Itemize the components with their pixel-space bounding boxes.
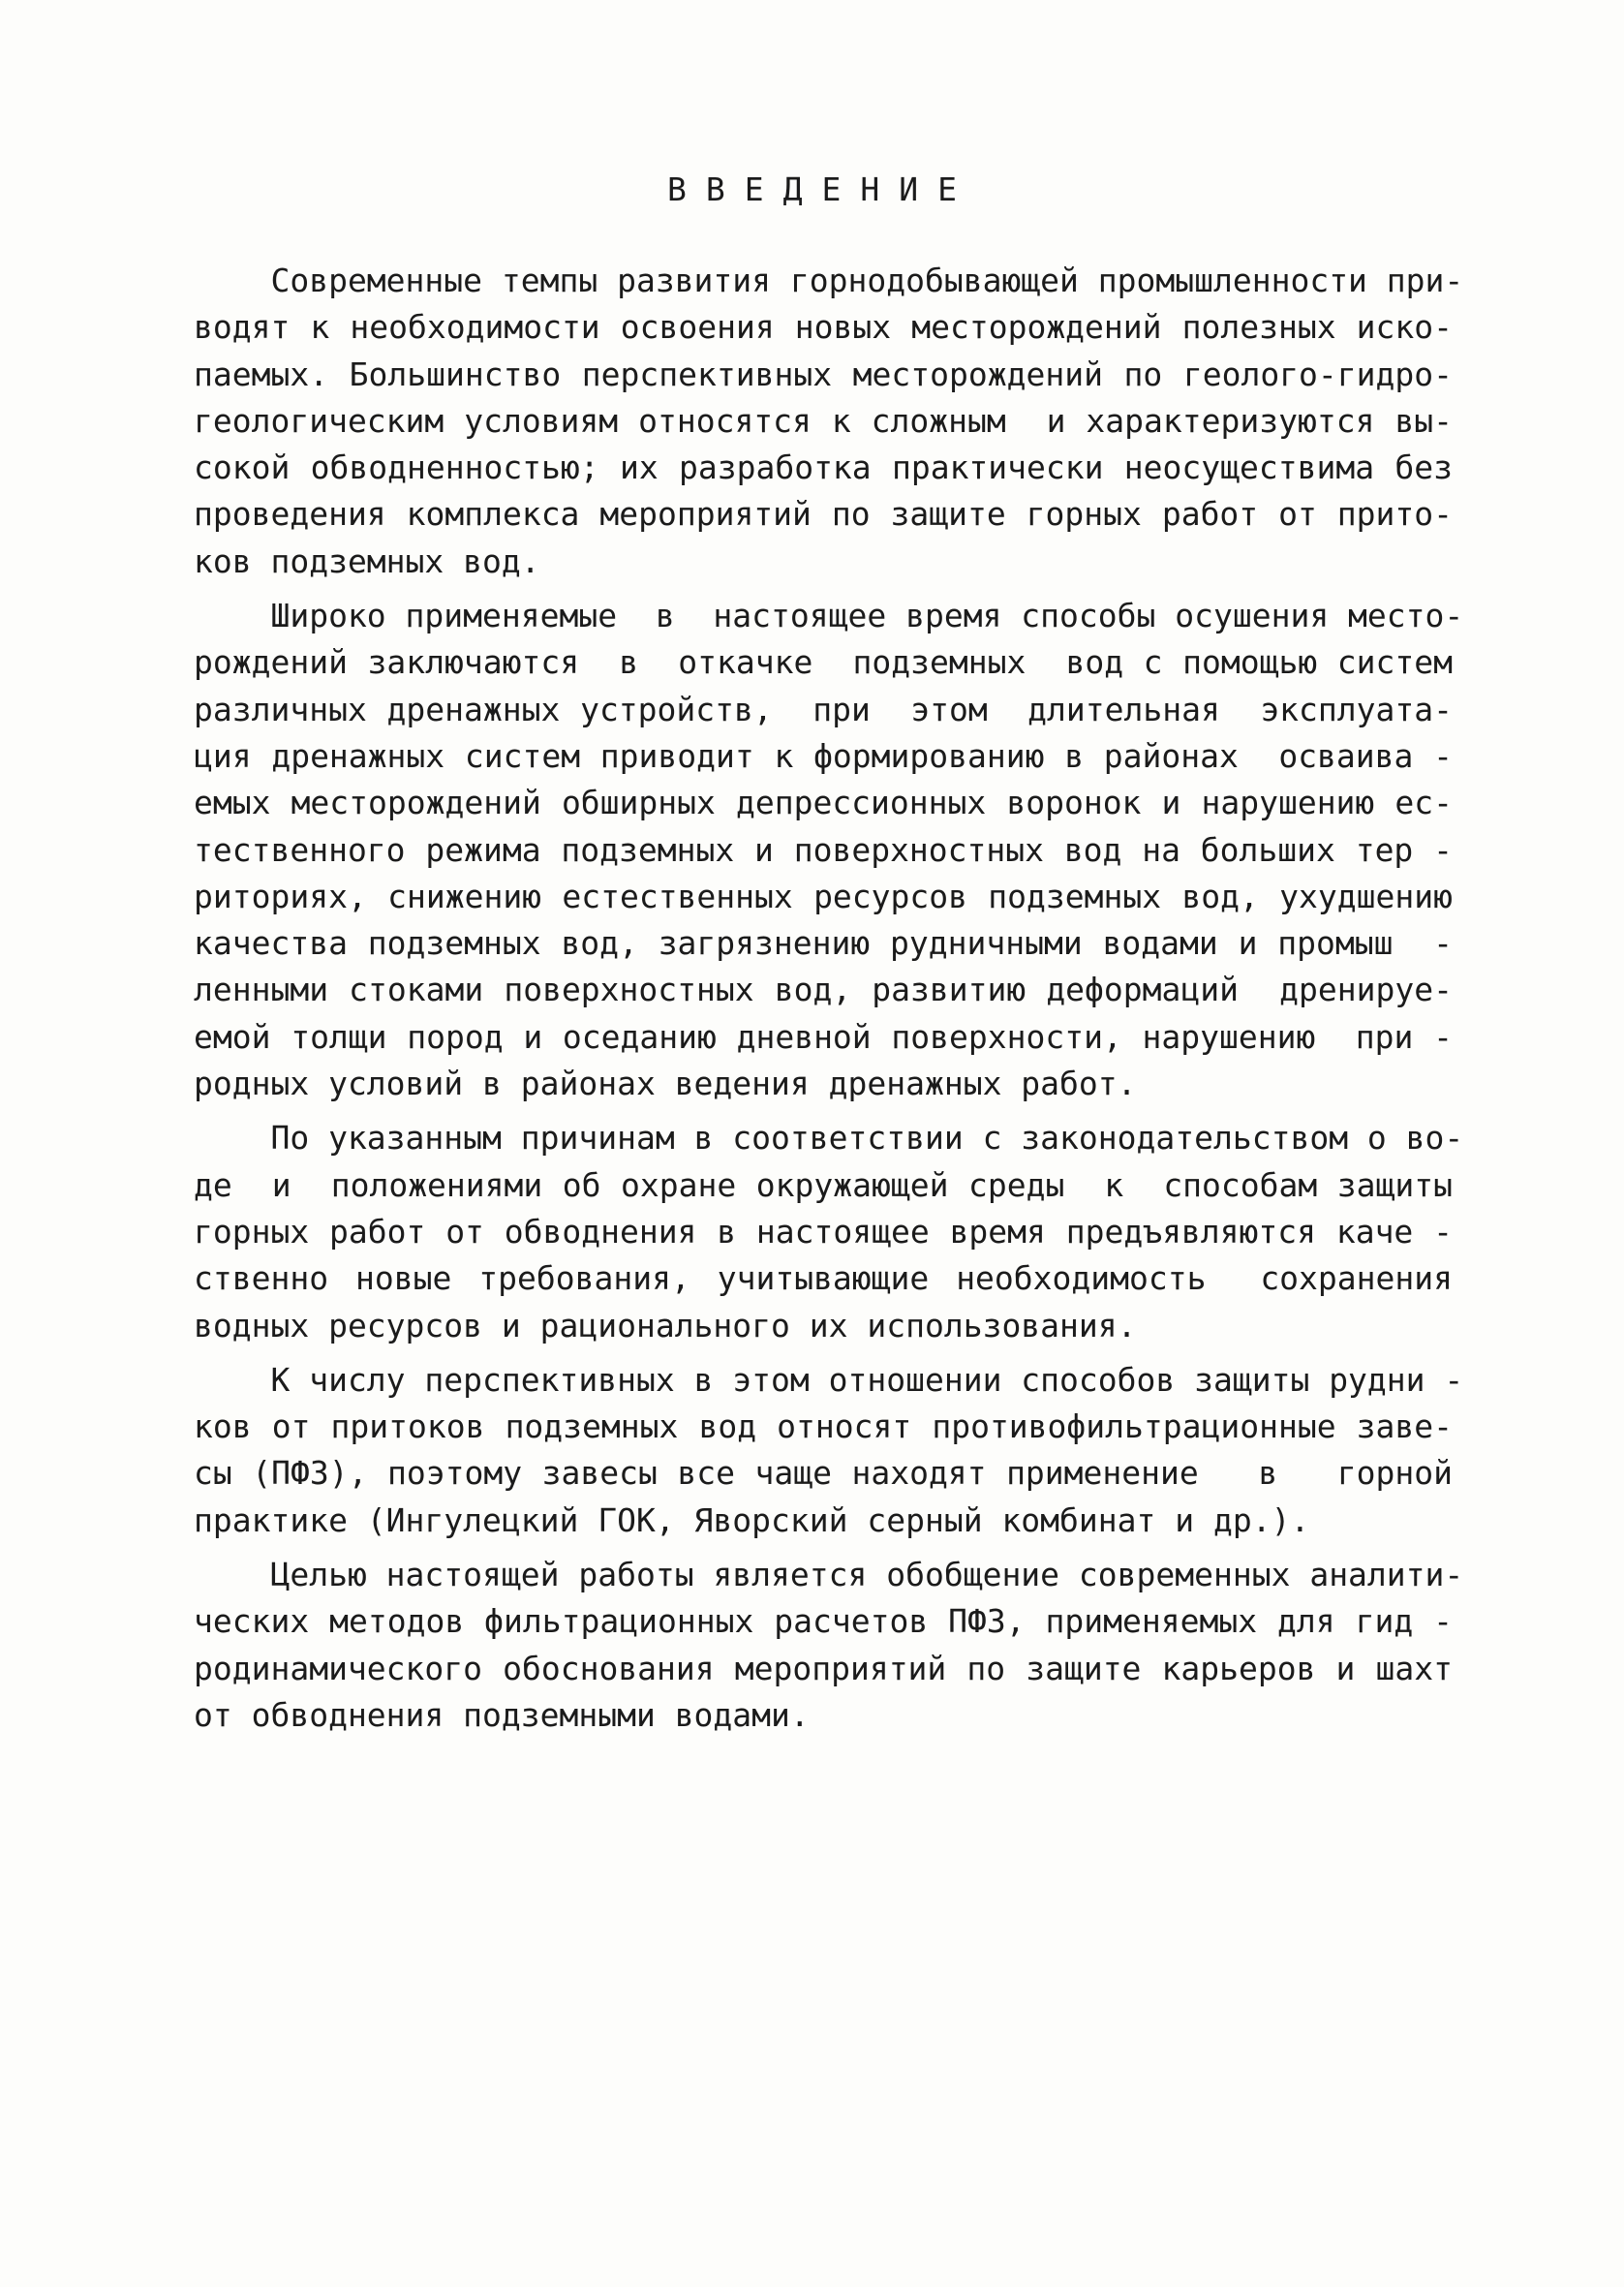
text-line: родных условий в районах ведения дренажных работ. [194,1065,1137,1103]
text-line: геологическим условиям относятся к сложным и характеризуются вы- [194,401,1453,440]
text-line: ленными стоками поверхностных вод, развитию деформаций дренируе- [194,971,1453,1009]
paragraph [194,1115,1464,1348]
text-line: горных работ от обводнения в настоящее время предъявляются каче - [194,1212,1453,1251]
text-line: различных дренажных устройств, при этом длительная эксплуата- [194,690,1453,728]
text-line: проведения комплекса мероприятий по защите горных работ от прито- [194,495,1453,534]
text-line: ственно новые требования, учитывающие необходимость сохранения [194,1259,1453,1298]
text-line: от обводнения подземными водами. [194,1695,810,1734]
text-line: практике (Ингулецкий ГОК, Яворский серный комбинат и др.). [194,1500,1310,1539]
text-line: тественного режима подземных и поверхностных вод на больших тер - [194,830,1453,869]
text-line: По указанным причинам в соответствии с законодательством о во- [194,1119,1464,1158]
text-line: паемых. Большинство перспективных месторождений по геолого-гидро- [194,355,1453,393]
text-line: риториях, снижению естественных ресурсов подземных вод, ухудшению [194,877,1453,915]
text-line: качества подземных вод, загрязнению рудничными водами и промыш - [194,924,1453,963]
text-line: сокой обводненностью; их разработка практически неосуществима без [194,448,1453,487]
text-line: емой толщи пород и оседанию дневной поверхности, нарушению при - [194,1017,1453,1056]
text-line: емых месторождений обширных депрессионных воронок и нарушению ес- [194,784,1453,822]
text-line: водных ресурсов и рационального их использования. [194,1306,1137,1344]
text-line: К числу перспективных в этом отношении способов защиты рудни - [194,1360,1464,1399]
text-line: де и положениями об охране окружающей среды к способам защиты [194,1165,1453,1204]
paragraph [194,1552,1464,1739]
paragraph [194,1357,1464,1544]
body-text [194,258,1464,1746]
text-line: ков подземных вод. [194,541,540,580]
text-line: рождений заключаются в откачке подземных вод с помощью систем [194,643,1453,682]
text-line: ция дренажных систем приводит к формированию в районах осваива - [194,736,1453,775]
text-line: водят к необходимости освоения новых месторождений полезных иско- [194,308,1453,347]
paragraph [194,593,1464,1107]
paragraph [194,258,1464,585]
text-line: родинамического обоснования мероприятий по защите карьеров и шахт [194,1649,1453,1687]
text-line: Целью настоящей работы является обобщение современных аналити- [194,1556,1464,1594]
text-line: Широко применяемые в настоящее время способы осушения место- [194,597,1464,635]
page-title: ВВЕДЕНИЕ [667,170,976,208]
text-line: сы (ПФЗ), поэтому завесы все чаще находят применение в горной [194,1454,1453,1493]
text-line: ческих методов фильтрационных расчетов ПФЗ, применяемых для гид - [194,1602,1453,1641]
text-line: Современные темпы развития горнодобывающей промышленности при- [194,262,1464,299]
text-line: ков от притоков подземных вод относят противофильтрационные заве- [194,1407,1453,1446]
